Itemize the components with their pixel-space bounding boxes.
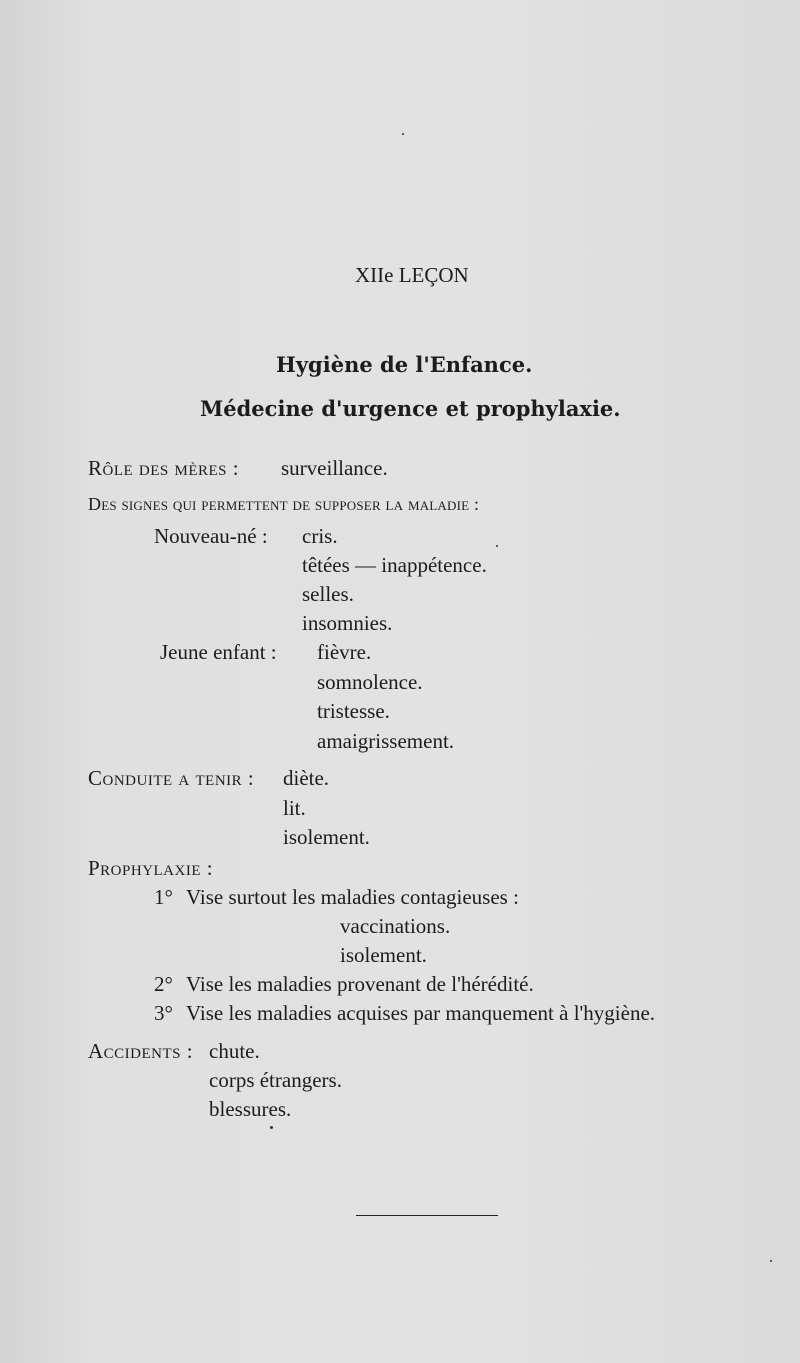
role-label: Rôle des mères : — [88, 456, 240, 480]
lesson-heading: XIIe LEÇON — [355, 263, 469, 287]
conduct-item: isolement. — [283, 825, 370, 849]
accidents-item: corps étrangers. — [209, 1068, 342, 1092]
conduct-item: lit. — [283, 796, 306, 820]
closing-rule — [356, 1215, 498, 1216]
young-child-item: tristesse. — [317, 699, 390, 723]
speck — [496, 545, 498, 547]
prophylaxis-point-text: Vise surtout les maladies contagieuses : — [186, 885, 519, 909]
prophylaxis-sub-item: isolement. — [340, 943, 427, 967]
young-child-item: amaigrissement. — [317, 729, 455, 753]
prophylaxis-label: Prophylaxie : — [88, 856, 214, 880]
young-child-label: Jeune enfant : — [160, 640, 277, 664]
conduct-label: Conduite a tenir : — [88, 766, 255, 790]
newborn-item: selles. — [302, 582, 354, 606]
newborn-item: cris. — [302, 524, 338, 548]
speck — [270, 1126, 273, 1129]
prophylaxis-point-num: 2° — [154, 972, 173, 996]
signs-label: Des signes qui permettent de supposer la maladie : — [88, 494, 480, 514]
subtitle: Médecine d'urgence et prophylaxie. — [200, 396, 621, 421]
prophylaxis-point-num: 3° — [154, 1001, 173, 1025]
accidents-item: blessures. — [209, 1097, 292, 1121]
role-value: surveillance. — [281, 456, 388, 480]
prophylaxis-point-text: Vise les maladies provenant de l'hérédité. — [186, 972, 534, 996]
young-child-item: fièvre. — [317, 640, 372, 664]
newborn-item: insomnies. — [302, 611, 393, 635]
speck — [402, 133, 404, 135]
prophylaxis-point-num: 1° — [154, 885, 173, 909]
title: Hygiène de l'Enfance. — [276, 352, 533, 377]
accidents-label: Accidents : — [88, 1039, 194, 1063]
young-child-item: somnolence. — [317, 670, 423, 694]
newborn-label: Nouveau-né : — [154, 524, 268, 548]
accidents-item: chute. — [209, 1039, 260, 1063]
newborn-item: têtées — inappétence. — [302, 553, 487, 577]
prophylaxis-point-text: Vise les maladies acquises par manquement à l'hygiène. — [186, 1001, 656, 1025]
prophylaxis-sub-item: vaccinations. — [340, 914, 451, 938]
conduct-item: diète. — [283, 766, 330, 790]
speck — [770, 1260, 772, 1262]
